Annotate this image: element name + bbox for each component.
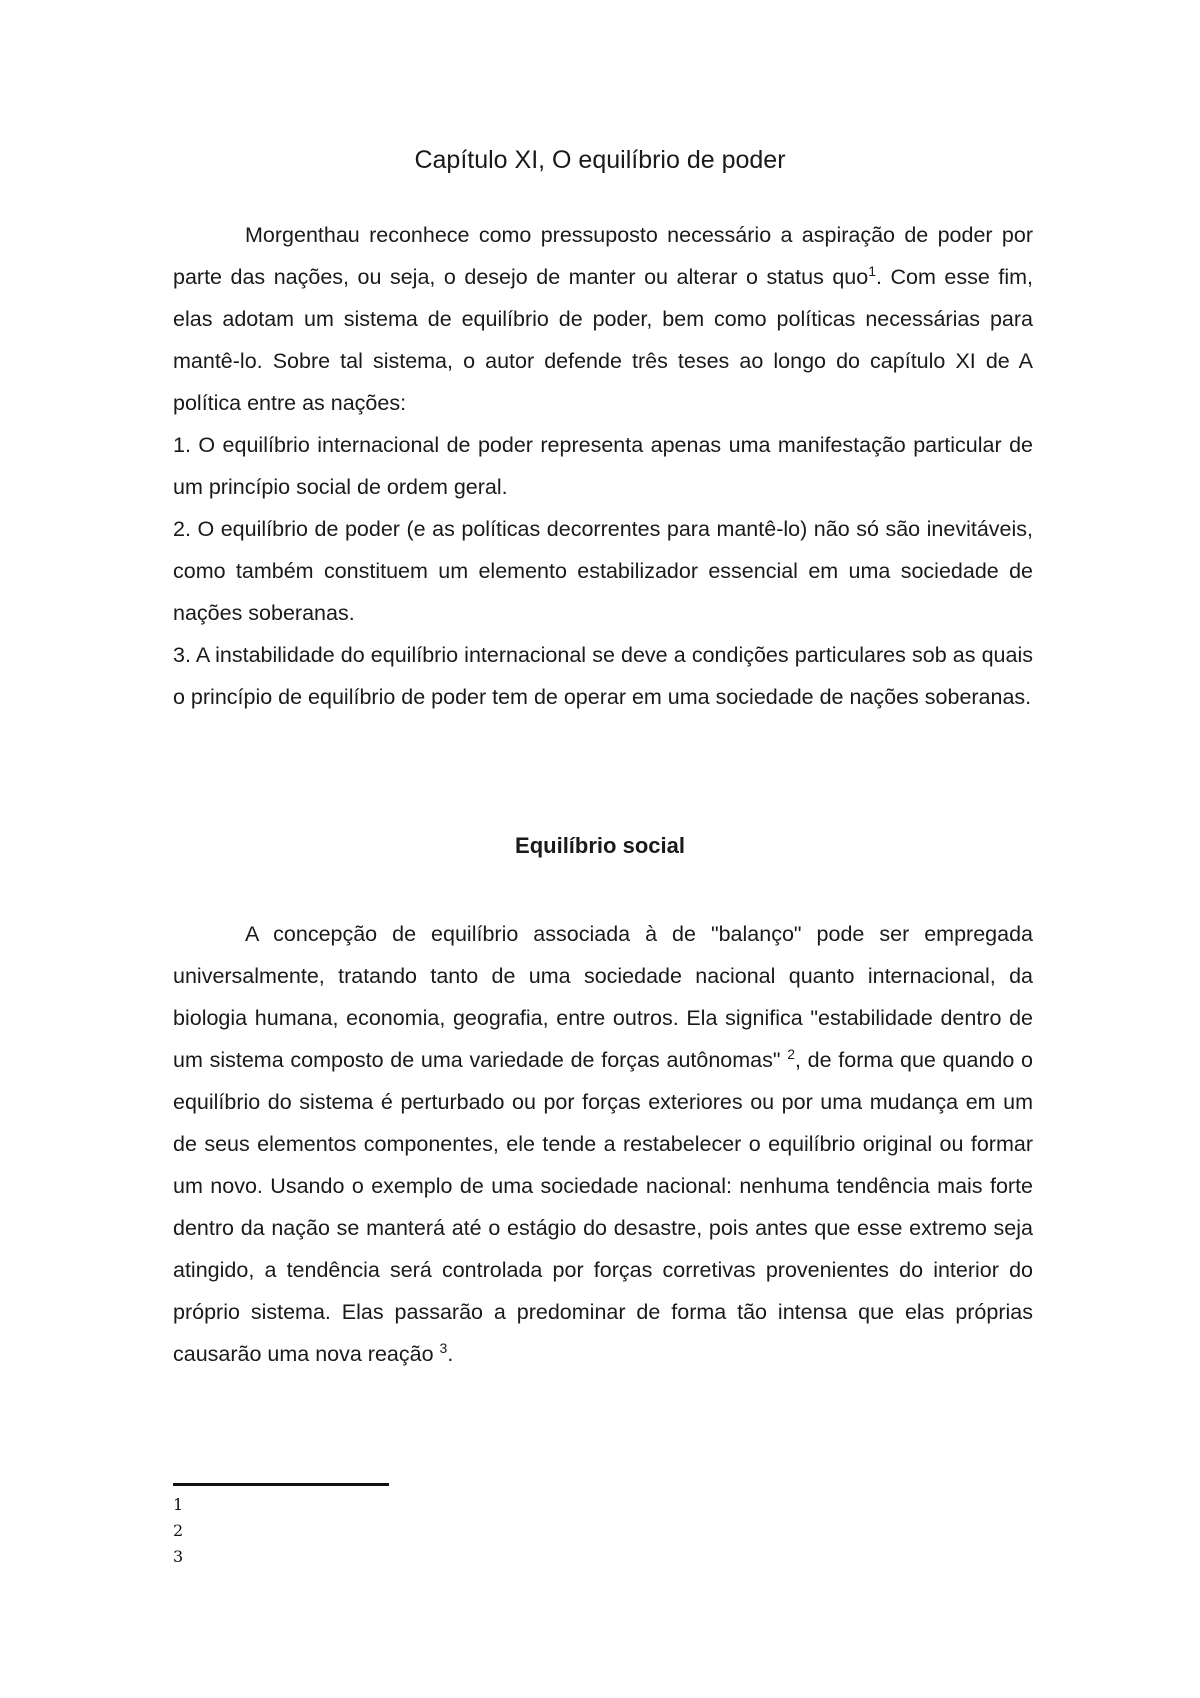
section-body [173, 913, 1033, 1375]
intro-section [173, 214, 1033, 718]
footnote-3: 3 [173, 1547, 184, 1566]
thesis-item-1: 1. O equilíbrio internacional de poder representa apenas uma manifestação particular de um princípio social de ordem geral. [173, 433, 1033, 499]
intro-paragraph [173, 214, 1033, 424]
footnote-ref-2[interactable]: 2 [787, 1046, 795, 1062]
section-title: Equilíbrio social [515, 833, 685, 858]
footnote-2: 2 [173, 1521, 184, 1540]
intro-paragraph-text-cont: . Com esse fim, elas adotam um sistema de equilíbrio de poder, bem como políticas necessárias para mantê-lo. Sobre tal sistema, o autor defende três teses ao longo do capítulo XI de A política entre as nações: [173, 265, 1033, 415]
section-paragraph-text: A concepção de equilíbrio associada à de "balanço" pode ser empregada universalmente, tratando tanto de uma sociedade nacional quanto internacional, da biologia humana, economia, geografia, entre outros. Ela significa "estabilidade dentro de um sistema composto de uma variedade de forças autônomas" [173, 922, 1033, 1072]
section-paragraph [173, 913, 1033, 1375]
intro-paragraph-text: Morgenthau reconhece como pressuposto necessário a aspiração de poder por parte das nações, ou seja, o desejo de manter ou alterar o status quo [173, 223, 1033, 289]
section-paragraph-end: . [447, 1342, 454, 1366]
footnote-separator [173, 1483, 389, 1486]
footnote-ref-3[interactable]: 3 [439, 1340, 448, 1356]
chapter-title: Capítulo XI, O equilíbrio de poder [414, 146, 786, 174]
footnote-1: 1 [173, 1495, 184, 1514]
footnotes-list [173, 1492, 183, 1570]
thesis-item-2: 2. O equilíbrio de poder (e as políticas decorrentes para mantê-lo) não só são inevitáveis, como também constituem um elemento estabilizador essencial em uma sociedade de nações soberanas. [173, 517, 1033, 625]
footnote-ref-1[interactable]: 1 [868, 263, 877, 279]
thesis-item-3: 3. A instabilidade do equilíbrio internacional se deve a condições particulares sob as quais o princípio de equilíbrio de poder tem de operar em uma sociedade de nações soberanas. [173, 643, 1033, 709]
section-paragraph-text-cont: , de forma que quando o equilíbrio do sistema é perturbado ou por forças exteriores ou por uma mudança em um de seus elementos componentes, ele tende a restabelecer o equilíbrio original ou formar um novo. Usando o exemplo de uma sociedade nacional: nenhuma tendência mais forte dentro da nação se manterá até o estágio do desastre, pois antes que esse extremo seja atingido, a tendência será controlada por forças corretivas provenientes do interior do próprio sistema. Elas passarão a predominar de forma tão intensa que elas próprias causarão uma nova reação [173, 1048, 1033, 1366]
